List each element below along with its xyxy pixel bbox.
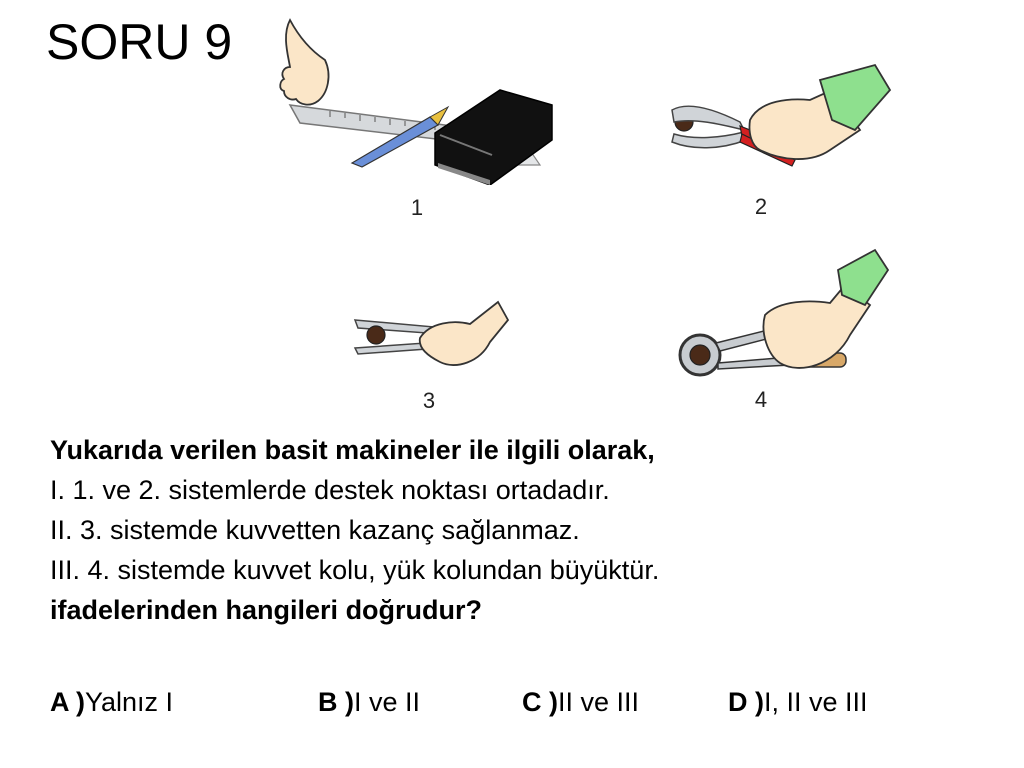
option-a-text: Yalnız I [85,687,174,717]
answer-options [50,682,990,722]
tongs-icon [350,290,520,380]
figure-3 [350,290,520,420]
question-intro: Yukarıda verilen basit makineler ile ilgili olarak, [50,435,655,465]
ruler-lever-icon [270,15,570,185]
option-d[interactable] [728,682,868,722]
option-b-text: I ve II [354,687,421,717]
option-a-letter: A ) [50,687,85,717]
option-c-text: II ve III [558,687,640,717]
question-prompt: ifadelerinden hangileri doğrudur? [50,595,483,625]
option-b[interactable] [318,682,420,722]
option-a[interactable] [50,682,173,722]
statement-2: II. 3. sistemde kuvvetten kazanç sağlanmaz. [50,515,580,545]
figure-4 [670,245,900,420]
pliers-icon [660,60,900,180]
figure-4-number: 4 [754,387,768,412]
nutcracker-icon [670,245,900,385]
figure-2-number: 2 [754,194,768,219]
figure-2 [660,60,900,230]
figure-1-number: 1 [410,195,424,220]
option-d-text: I, II ve III [764,687,868,717]
question-text [50,430,990,630]
option-c-letter: C ) [522,687,558,717]
option-d-letter: D ) [728,687,764,717]
figure-3-number: 3 [422,388,436,413]
figure-1 [270,15,570,225]
option-c[interactable] [522,682,639,722]
question-title: SORU 9 [46,14,233,70]
option-b-letter: B ) [318,687,354,717]
statement-1: I. 1. ve 2. sistemlerde destek noktası ortadadır. [50,475,610,505]
statement-3: III. 4. sistemde kuvvet kolu, yük kolundan büyüktür. [50,555,660,585]
